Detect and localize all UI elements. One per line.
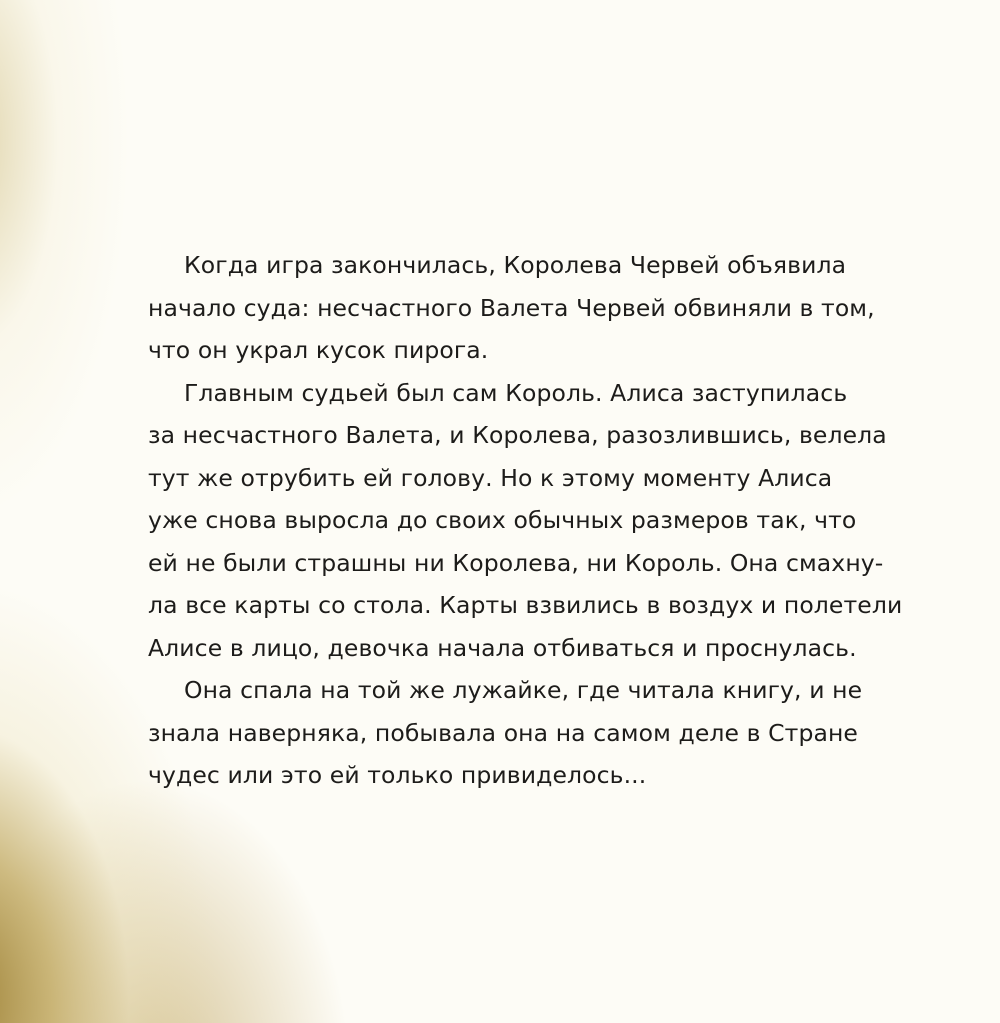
paragraph-1 (148, 244, 875, 372)
paragraph-line: Когда игра закончилась, Королева Червей объявила (184, 251, 847, 279)
paragraph-line: Она спала на той же лужайке, где читала книгу, и не (184, 676, 863, 704)
paragraph-line: тут же отрубить ей голову. Но к этому моменту Алиса (148, 463, 833, 492)
paragraph-line: Главным судьей был сам Король. Алиса заступилась (184, 378, 848, 407)
paragraph-line: что он украл кусок пирога. (148, 336, 489, 364)
paragraph-line: чудес или это ей только привиделось... (148, 761, 647, 789)
paragraph-3 (148, 669, 868, 797)
paragraph-line: Алисе в лицо, девочка начала отбиваться и проснулась. (148, 633, 857, 662)
paragraph-line: ей не были страшны ни Королева, ни Король. Она смахну- (148, 548, 884, 577)
paragraph-line: ла все карты со стола. Карты взвились в воздух и полетели (148, 591, 903, 619)
paragraph-line: знала наверняка, побывала она на самом деле в Стране (148, 718, 858, 747)
paragraph-2 (148, 372, 903, 670)
paragraph-line: начало суда: несчастного Валета Червей обвиняли в том, (148, 293, 875, 322)
story-text (148, 244, 903, 797)
paragraph-line: уже снова выросла до своих обычных размеров так, что (148, 506, 857, 534)
paragraph-line: за несчастного Валета, и Королева, разозлившись, велела (148, 421, 887, 449)
